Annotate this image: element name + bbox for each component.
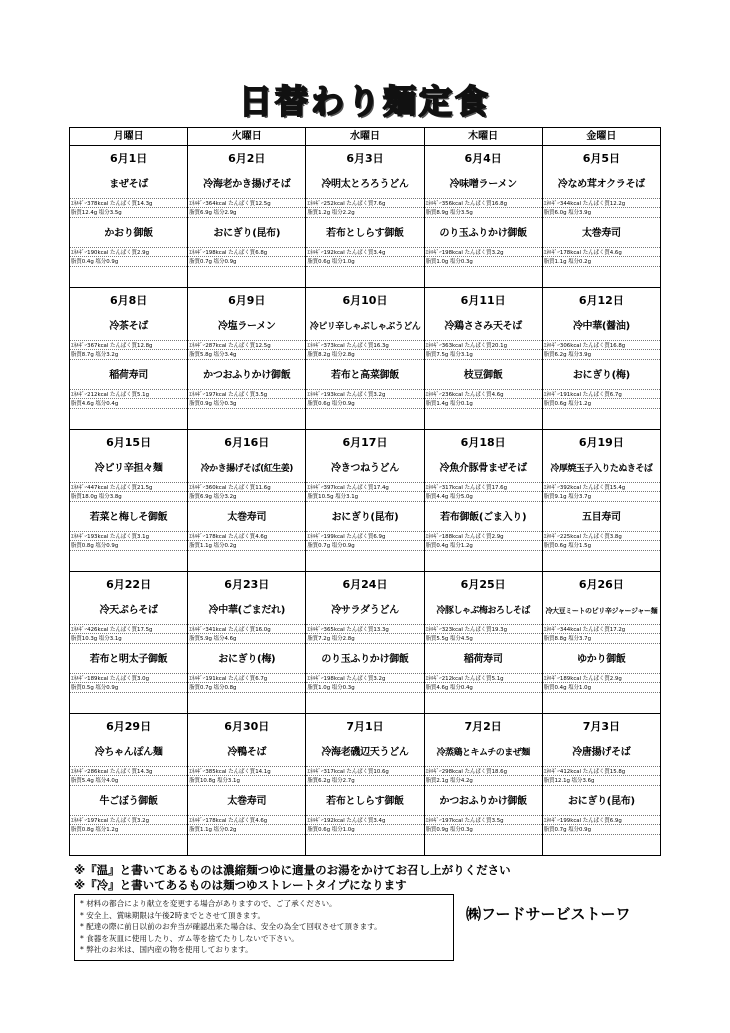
- fat-salt-info: 脂質0.8g 塩分1.2g: [70, 825, 187, 835]
- fat-salt-info: 脂質4.6g 塩分0.4g: [425, 683, 542, 693]
- rice-dish-name: 若布御飯(ごま入り): [440, 512, 527, 523]
- weekday-header: 火曜日: [188, 128, 306, 146]
- rice-dish-name: かつおふりかけ御飯: [439, 796, 527, 807]
- rice-dish-name: 若布と高菜御飯: [331, 370, 399, 381]
- day-date: 7月2日: [464, 720, 502, 733]
- weekday-header: 木曜日: [424, 128, 542, 146]
- day-cell: [306, 714, 424, 856]
- fat-salt-info: 脂質5.9g 塩分4.6g: [188, 634, 305, 644]
- day-date: 6月19日: [578, 436, 624, 449]
- weekday-header: 月曜日: [70, 128, 188, 146]
- note-line: * 食器を灰皿に使用したり、ガム等を捨てたりしないで下さい。: [80, 933, 299, 943]
- energy-protein-info: ｴﾈﾙｷﾞｰ286kcal たんぱく質14.3g: [70, 766, 187, 776]
- noodle-dish-name: 冷中華(ごまだれ): [208, 605, 285, 616]
- rice-dish-name: 若布と明太子御飯: [89, 654, 168, 665]
- fat-salt-info: 脂質10.5g 塩分3.1g: [306, 492, 423, 502]
- fat-salt-info: 脂質12.1g 塩分3.6g: [543, 776, 660, 786]
- week-row: [70, 572, 661, 714]
- energy-protein-info: ｴﾈﾙｷﾞｰ197kcal たんぱく質3.5g: [188, 389, 305, 399]
- rice-dish-name: 稲荷寿司: [109, 370, 148, 381]
- day-cell: [70, 572, 188, 714]
- rice-dish-name: 若菜と梅しそ御飯: [89, 512, 168, 523]
- rice-dish-name: おにぎり(梅): [218, 654, 276, 665]
- day-cell: [70, 714, 188, 856]
- energy-protein-info: ｴﾈﾙｷﾞｰ192kcal たんぱく質3.4g: [306, 247, 423, 257]
- day-date: 6月3日: [346, 152, 384, 165]
- rice-dish-name: かおり御飯: [104, 228, 153, 239]
- noodle-dish-name: 冷塩ラーメン: [217, 321, 276, 332]
- note-line: * 材料の都合により献立を変更する場合がありますので、ご了承ください。: [80, 899, 337, 908]
- energy-protein-info: ｴﾈﾙｷﾞｰ373kcal たんぱく質16.3g: [306, 340, 423, 350]
- noodle-dish-name: 冷魚介豚骨まぜそば: [439, 463, 527, 474]
- energy-protein-info: ｴﾈﾙｷﾞｰ447kcal たんぱく質21.5g: [70, 482, 187, 492]
- energy-protein-info: ｴﾈﾙｷﾞｰ189kcal たんぱく質3.0g: [70, 673, 187, 683]
- fat-salt-info: 脂質6.0g 塩分3.9g: [543, 208, 660, 218]
- rice-dish-name: おにぎり(昆布): [567, 796, 635, 807]
- day-cell: [188, 430, 306, 572]
- rice-dish-name: おにぎり(昆布): [213, 228, 281, 239]
- day-date: 7月1日: [346, 720, 384, 733]
- rice-dish-name: 五目寿司: [581, 512, 621, 523]
- noodle-dish-name: 冷海老磯辺天うどん: [321, 747, 409, 758]
- energy-protein-info: ｴﾈﾙｷﾞｰ236kcal たんぱく質4.6g: [425, 389, 542, 399]
- noodle-dish-name: 冷味噌ラーメン: [449, 179, 517, 190]
- fat-salt-info: 脂質0.6g 塩分1.0g: [306, 825, 423, 835]
- fat-salt-info: 脂質12.4g 塩分3.5g: [70, 208, 187, 218]
- fat-salt-info: 脂質5.8g 塩分3.4g: [188, 350, 305, 360]
- energy-protein-info: ｴﾈﾙｷﾞｰ397kcal たんぱく質17.4g: [306, 482, 423, 492]
- fat-salt-info: 脂質5.5g 塩分4.5g: [425, 634, 542, 644]
- fat-salt-info: 脂質0.8g 塩分0.9g: [70, 541, 187, 551]
- fat-salt-info: 脂質7.5g 塩分3.1g: [425, 350, 542, 360]
- weekday-header: 金曜日: [542, 128, 660, 146]
- energy-protein-info: ｴﾈﾙｷﾞｰ344kcal たんぱく質12.2g: [543, 198, 660, 208]
- energy-protein-info: ｴﾈﾙｷﾞｰ363kcal たんぱく質20.1g: [425, 340, 542, 350]
- energy-protein-info: ｴﾈﾙｷﾞｰ252kcal たんぱく質7.6g: [306, 198, 423, 208]
- rice-dish-name: おにぎり(昆布): [331, 512, 399, 523]
- note-line: * 配達の際に前日以前のお弁当が確認出来た場合は、安全の為全て回収させて頂きます。: [80, 922, 382, 931]
- energy-protein-info: ｴﾈﾙｷﾞｰ378kcal たんぱく質14.3g: [70, 198, 187, 208]
- day-cell: [188, 714, 306, 856]
- rice-dish-name: 太巻寿司: [227, 512, 267, 523]
- fat-salt-info: 脂質0.6g 塩分1.5g: [543, 541, 660, 551]
- fat-salt-info: 脂質0.6g 塩分1.2g: [543, 399, 660, 409]
- energy-protein-info: ｴﾈﾙｷﾞｰ356kcal たんぱく質16.8g: [425, 198, 542, 208]
- day-cell: [70, 146, 188, 288]
- noodle-dish-name: 冷きつねうどん: [331, 463, 399, 474]
- rice-dish-name: かつおふりかけ御飯: [203, 370, 291, 381]
- fat-salt-info: 脂質2.1g 塩分4.2g: [425, 776, 542, 786]
- fat-salt-info: 脂質0.9g 塩分0.3g: [425, 825, 542, 835]
- day-cell: [542, 714, 660, 856]
- noodle-dish-name: 冷かき揚げそば(紅生姜): [200, 464, 293, 474]
- day-date: 6月8日: [109, 294, 148, 307]
- day-date: 6月23日: [224, 578, 270, 591]
- day-cell: [306, 430, 424, 572]
- fat-salt-info: 脂質0.4g 塩分0.9g: [70, 257, 187, 267]
- energy-protein-info: ｴﾈﾙｷﾞｰ287kcal たんぱく質12.5g: [188, 340, 305, 350]
- rice-dish-name: 稲荷寿司: [463, 654, 503, 665]
- fat-salt-info: 脂質0.9g 塩分0.3g: [188, 399, 305, 409]
- page-title: 日替わり麺定食: [239, 82, 491, 121]
- day-cell: [188, 288, 306, 430]
- fat-salt-info: 脂質0.7g 塩分0.8g: [188, 683, 305, 693]
- menu-table: [69, 127, 661, 856]
- day-date: 6月10日: [342, 294, 388, 307]
- cold-noodle-note: ※『冷』と書いてあるものは麺つゆストレートタイプになります: [74, 878, 407, 892]
- fat-salt-info: 脂質8.9g 塩分3.5g: [425, 208, 542, 218]
- energy-protein-info: ｴﾈﾙｷﾞｰ365kcal たんぱく質13.3g: [306, 624, 423, 634]
- day-cell: [424, 288, 542, 430]
- day-cell: [542, 572, 660, 714]
- energy-protein-info: ｴﾈﾙｷﾞｰ197kcal たんぱく質3.5g: [425, 815, 542, 825]
- note-line: * 弊社のお米は、国内産の物を使用しております。: [80, 945, 253, 954]
- energy-protein-info: ｴﾈﾙｷﾞｰ191kcal たんぱく質6.7g: [188, 673, 305, 683]
- fat-salt-info: 脂質4.4g 塩分5.0g: [425, 492, 542, 502]
- day-date: 6月11日: [460, 294, 506, 307]
- day-cell: [188, 146, 306, 288]
- day-cell: [306, 146, 424, 288]
- energy-protein-info: ｴﾈﾙｷﾞｰ198kcal たんぱく質3.2g: [425, 247, 542, 257]
- noodle-dish-name: 冷ピリ辛担々麺: [94, 463, 163, 474]
- energy-protein-info: ｴﾈﾙｷﾞｰ199kcal たんぱく質6.9g: [543, 815, 660, 825]
- energy-protein-info: ｴﾈﾙｷﾞｰ192kcal たんぱく質3.4g: [306, 815, 423, 825]
- fat-salt-info: 脂質0.7g 塩分0.9g: [306, 541, 423, 551]
- day-date: 6月26日: [578, 578, 624, 591]
- energy-protein-info: ｴﾈﾙｷﾞｰ193kcal たんぱく質3.1g: [70, 531, 187, 541]
- fat-salt-info: 脂質8.7g 塩分3.2g: [70, 350, 187, 360]
- day-date: 6月29日: [106, 720, 152, 733]
- rice-dish-name: 枝豆御飯: [463, 370, 503, 381]
- fat-salt-info: 脂質8.8g 塩分3.7g: [543, 634, 660, 644]
- noodle-dish-name: 冷なめ茸オクラそば: [557, 179, 645, 190]
- rice-dish-name: 太巻寿司: [227, 796, 267, 807]
- energy-protein-info: ｴﾈﾙｷﾞｰ212kcal たんぱく質5.1g: [425, 673, 542, 683]
- fat-salt-info: 脂質0.4g 塩分1.0g: [543, 683, 660, 693]
- noodle-dish-name: 冷サラダうどん: [331, 605, 399, 616]
- day-date: 6月24日: [342, 578, 388, 591]
- day-cell: [424, 714, 542, 856]
- day-date: 6月25日: [460, 578, 506, 591]
- day-cell: [424, 430, 542, 572]
- energy-protein-info: ｴﾈﾙｷﾞｰ178kcal たんぱく質4.6g: [543, 247, 660, 257]
- energy-protein-info: ｴﾈﾙｷﾞｰ385kcal たんぱく質14.1g: [188, 766, 305, 776]
- fat-salt-info: 脂質1.1g 塩分0.2g: [188, 541, 305, 551]
- energy-protein-info: ｴﾈﾙｷﾞｰ190kcal たんぱく質2.9g: [70, 247, 187, 257]
- rice-dish-name: 若布としらす御飯: [326, 796, 404, 807]
- noodle-dish-name: 冷鶏ささみ天そば: [444, 321, 522, 332]
- fat-salt-info: 脂質0.6g 塩分0.9g: [306, 399, 423, 409]
- fat-salt-info: 脂質1.0g 塩分0.3g: [425, 257, 542, 267]
- energy-protein-info: ｴﾈﾙｷﾞｰ189kcal たんぱく質2.9g: [543, 673, 660, 683]
- rice-dish-name: ゆかり御飯: [577, 654, 626, 665]
- energy-protein-info: ｴﾈﾙｷﾞｰ199kcal たんぱく質6.9g: [306, 531, 423, 541]
- energy-protein-info: ｴﾈﾙｷﾞｰ212kcal たんぱく質5.1g: [70, 389, 187, 399]
- fat-salt-info: 脂質4.6g 塩分0.4g: [70, 399, 187, 409]
- noodle-dish-name: 冷ピリ辛しゃぶしゃぶうどん: [309, 322, 421, 332]
- rice-dish-name: おにぎり(梅): [572, 370, 630, 381]
- fat-salt-info: 脂質7.2g 塩分2.8g: [306, 634, 423, 644]
- energy-protein-info: ｴﾈﾙｷﾞｰ426kcal たんぱく質17.5g: [70, 624, 187, 634]
- week-row: [70, 288, 661, 430]
- fat-salt-info: 脂質6.2g 塩分3.9g: [543, 350, 660, 360]
- energy-protein-info: ｴﾈﾙｷﾞｰ197kcal たんぱく質3.2g: [70, 815, 187, 825]
- day-date: 6月5日: [582, 152, 620, 165]
- fat-salt-info: 脂質0.6g 塩分1.0g: [306, 257, 423, 267]
- energy-protein-info: ｴﾈﾙｷﾞｰ344kcal たんぱく質17.2g: [543, 624, 660, 634]
- day-cell: [188, 572, 306, 714]
- energy-protein-info: ｴﾈﾙｷﾞｰ341kcal たんぱく質16.0g: [188, 624, 305, 634]
- energy-protein-info: ｴﾈﾙｷﾞｰ412kcal たんぱく質15.8g: [543, 766, 660, 776]
- notes-box: [74, 894, 454, 961]
- energy-protein-info: ｴﾈﾙｷﾞｰ367kcal たんぱく質12.8g: [70, 340, 187, 350]
- day-date: 6月9日: [228, 294, 266, 307]
- noodle-dish-name: 冷海老かき揚げそば: [203, 179, 291, 190]
- day-cell: [542, 288, 660, 430]
- energy-protein-info: ｴﾈﾙｷﾞｰ298kcal たんぱく質18.6g: [425, 766, 542, 776]
- day-cell: [424, 146, 542, 288]
- day-date: 6月22日: [106, 578, 152, 591]
- energy-protein-info: ｴﾈﾙｷﾞｰ193kcal たんぱく質3.2g: [306, 389, 423, 399]
- fat-salt-info: 脂質1.2g 塩分2.2g: [306, 208, 423, 218]
- fat-salt-info: 脂質1.4g 塩分0.1g: [425, 399, 542, 409]
- day-cell: [424, 572, 542, 714]
- energy-protein-info: ｴﾈﾙｷﾞｰ188kcal たんぱく質2.9g: [425, 531, 542, 541]
- rice-dish-name: 若布としらす御飯: [326, 228, 404, 239]
- fat-salt-info: 脂質10.8g 塩分3.1g: [188, 776, 305, 786]
- weekday-header: 水曜日: [306, 128, 424, 146]
- fat-salt-info: 脂質6.9g 塩分2.9g: [188, 208, 305, 218]
- fat-salt-info: 脂質1.1g 塩分0.2g: [543, 257, 660, 267]
- week-row: [70, 430, 661, 572]
- hot-noodle-note: ※『温』と書いてあるものは濃縮麺つゆに適量のお湯をかけてお召し上がりください: [74, 863, 511, 877]
- note-line: * 安全上、賞味期限は午後2時までとさせて頂きます。: [80, 910, 266, 920]
- fat-salt-info: 脂質6.2g 塩分2.7g: [306, 776, 423, 786]
- energy-protein-info: ｴﾈﾙｷﾞｰ317kcal たんぱく質17.6g: [425, 482, 542, 492]
- day-date: 6月4日: [464, 152, 502, 165]
- noodle-dish-name: 冷天ぷらそば: [99, 605, 158, 616]
- energy-protein-info: ｴﾈﾙｷﾞｰ360kcal たんぱく質11.6g: [188, 482, 305, 492]
- fat-salt-info: 脂質9.1g 塩分3.7g: [543, 492, 660, 502]
- fat-salt-info: 脂質18.0g 塩分3.8g: [70, 492, 187, 502]
- day-cell: [306, 572, 424, 714]
- energy-protein-info: ｴﾈﾙｷﾞｰ198kcal たんぱく質3.2g: [306, 673, 423, 683]
- fat-salt-info: 脂質0.4g 塩分1.2g: [425, 541, 542, 551]
- energy-protein-info: ｴﾈﾙｷﾞｰ225kcal たんぱく質3.8g: [543, 531, 660, 541]
- energy-protein-info: ｴﾈﾙｷﾞｰ191kcal たんぱく質6.7g: [543, 389, 660, 399]
- fat-salt-info: 脂質1.0g 塩分0.3g: [306, 683, 423, 693]
- noodle-dish-name: 冷厚焼玉子入りたぬきそば: [550, 464, 653, 474]
- week-row: [70, 146, 661, 288]
- day-date: 6月18日: [460, 436, 506, 449]
- noodle-dish-name: まぜそば: [109, 179, 148, 190]
- fat-salt-info: 脂質5.4g 塩分4.0g: [70, 776, 187, 786]
- rice-dish-name: のり玉ふりかけ御飯: [439, 228, 527, 239]
- noodle-dish-name: 冷明太とろろうどん: [321, 179, 409, 190]
- day-date: 6月30日: [224, 720, 270, 733]
- day-cell: [70, 430, 188, 572]
- day-cell: [70, 288, 188, 430]
- energy-protein-info: ｴﾈﾙｷﾞｰ178kcal たんぱく質4.6g: [188, 531, 305, 541]
- rice-dish-name: 牛ごぼう御飯: [99, 796, 158, 807]
- week-row: [70, 714, 661, 856]
- day-cell: [542, 146, 660, 288]
- day-date: 6月12日: [578, 294, 624, 307]
- energy-protein-info: ｴﾈﾙｷﾞｰ317kcal たんぱく質10.6g: [306, 766, 423, 776]
- energy-protein-info: ｴﾈﾙｷﾞｰ198kcal たんぱく質6.8g: [188, 247, 305, 257]
- day-date: 6月16日: [224, 436, 270, 449]
- rice-dish-name: のり玉ふりかけ御飯: [321, 654, 409, 665]
- noodle-dish-name: 冷茶そば: [109, 321, 148, 332]
- rice-dish-name: 太巻寿司: [581, 228, 621, 239]
- noodle-dish-name: 冷ちゃんぽん麺: [94, 747, 163, 758]
- day-date: 6月15日: [106, 436, 152, 449]
- fat-salt-info: 脂質0.7g 塩分0.9g: [188, 257, 305, 267]
- day-cell: [542, 430, 660, 572]
- weekday-header-row: [70, 128, 661, 146]
- fat-salt-info: 脂質1.1g 塩分0.2g: [188, 825, 305, 835]
- fat-salt-info: 脂質0.5g 塩分0.9g: [70, 683, 187, 693]
- energy-protein-info: ｴﾈﾙｷﾞｰ364kcal たんぱく質12.5g: [188, 198, 305, 208]
- fat-salt-info: 脂質8.2g 塩分2.8g: [306, 350, 423, 360]
- noodle-dish-name: 冷大豆ミートのピリ辛ジャージャー麺: [545, 607, 658, 615]
- company-name: ㈱フードサービストーワ: [466, 905, 631, 923]
- energy-protein-info: ｴﾈﾙｷﾞｰ323kcal たんぱく質19.3g: [425, 624, 542, 634]
- day-date: 6月1日: [109, 152, 148, 165]
- noodle-dish-name: 冷豚しゃぶ梅おろしそば: [436, 606, 530, 616]
- energy-protein-info: ｴﾈﾙｷﾞｰ178kcal たんぱく質4.6g: [188, 815, 305, 825]
- energy-protein-info: ｴﾈﾙｷﾞｰ392kcal たんぱく質15.4g: [543, 482, 660, 492]
- day-cell: [306, 288, 424, 430]
- energy-protein-info: ｴﾈﾙｷﾞｰ306kcal たんぱく質16.8g: [543, 340, 660, 350]
- noodle-dish-name: 冷蒸鶏とキムチのまぜ麺: [436, 748, 530, 758]
- noodle-dish-name: 冷唐揚げそば: [572, 747, 631, 758]
- day-date: 7月3日: [582, 720, 620, 733]
- noodle-dish-name: 冷鴨そば: [227, 747, 267, 758]
- noodle-dish-name: 冷中華(醤油): [572, 321, 630, 332]
- day-date: 6月2日: [228, 152, 266, 165]
- day-date: 6月17日: [342, 436, 388, 449]
- fat-salt-info: 脂質10.3g 塩分3.1g: [70, 634, 187, 644]
- fat-salt-info: 脂質6.9g 塩分3.2g: [188, 492, 305, 502]
- fat-salt-info: 脂質0.7g 塩分0.9g: [543, 825, 660, 835]
